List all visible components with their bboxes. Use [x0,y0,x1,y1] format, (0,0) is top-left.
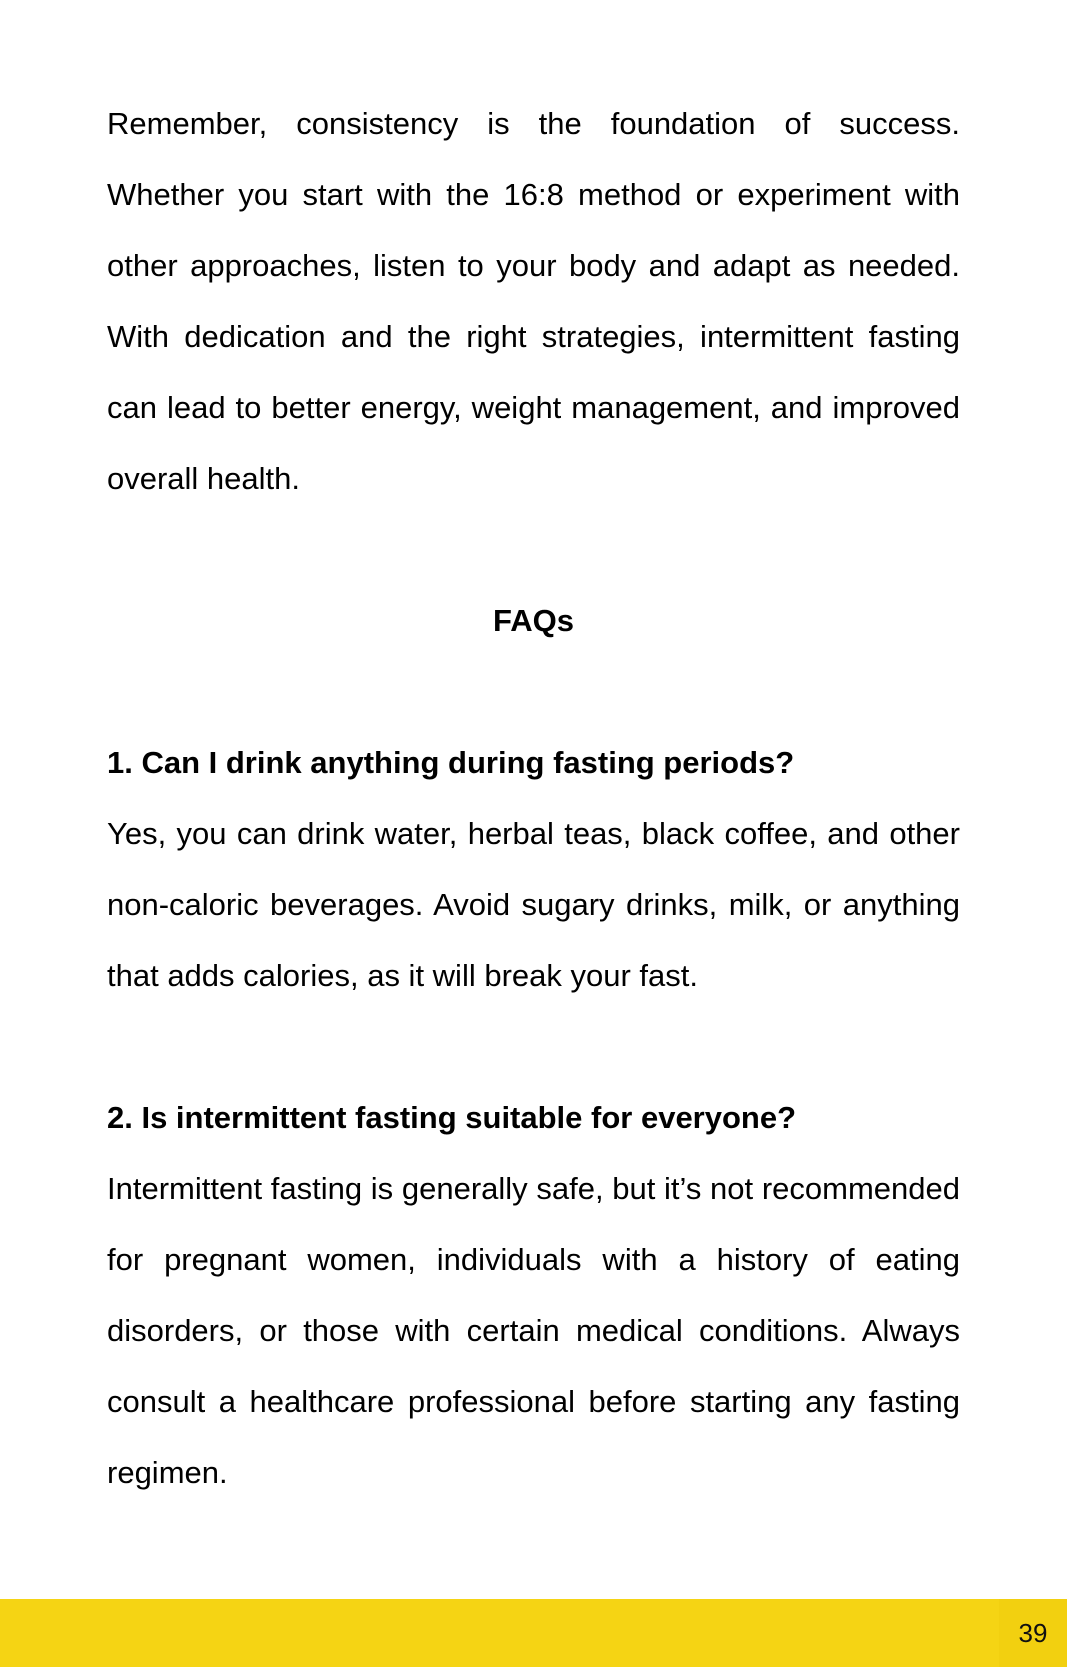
faq-question-1: 1. Can I drink anything during fasting periods? [107,745,795,780]
faq-item-1 [107,727,960,1011]
page-content [107,88,960,1508]
faq-answer-2: Intermittent fasting is generally safe, but it’s not recommended for pregnant women, individuals with a history of eating disorders, or those with certain medical conditions. Always consult a healthcare professional before starting any fasting regimen. [107,1171,960,1490]
page-number: 39 [999,1599,1067,1667]
intro-paragraph: Remember, consistency is the foundation of success. Whether you start with the 16:8 method or experiment with other approaches, listen to your body and adapt as needed. With dedication and the right strategies, intermittent fasting can lead to better energy, weight management, and improved overall health. [107,106,960,496]
footer-bar [0,1599,1067,1667]
faq-heading: FAQs [493,603,574,638]
spacer [107,1011,960,1082]
faq-item-2 [107,1082,960,1508]
faq-answer-1: Yes, you can drink water, herbal teas, black coffee, and other non-caloric beverages. Avoid sugary drinks, milk, or anything that adds calories, as it will break your fast. [107,816,960,993]
spacer [107,514,960,585]
spacer [107,656,960,727]
faq-question-2: 2. Is intermittent fasting suitable for everyone? [107,1100,797,1135]
